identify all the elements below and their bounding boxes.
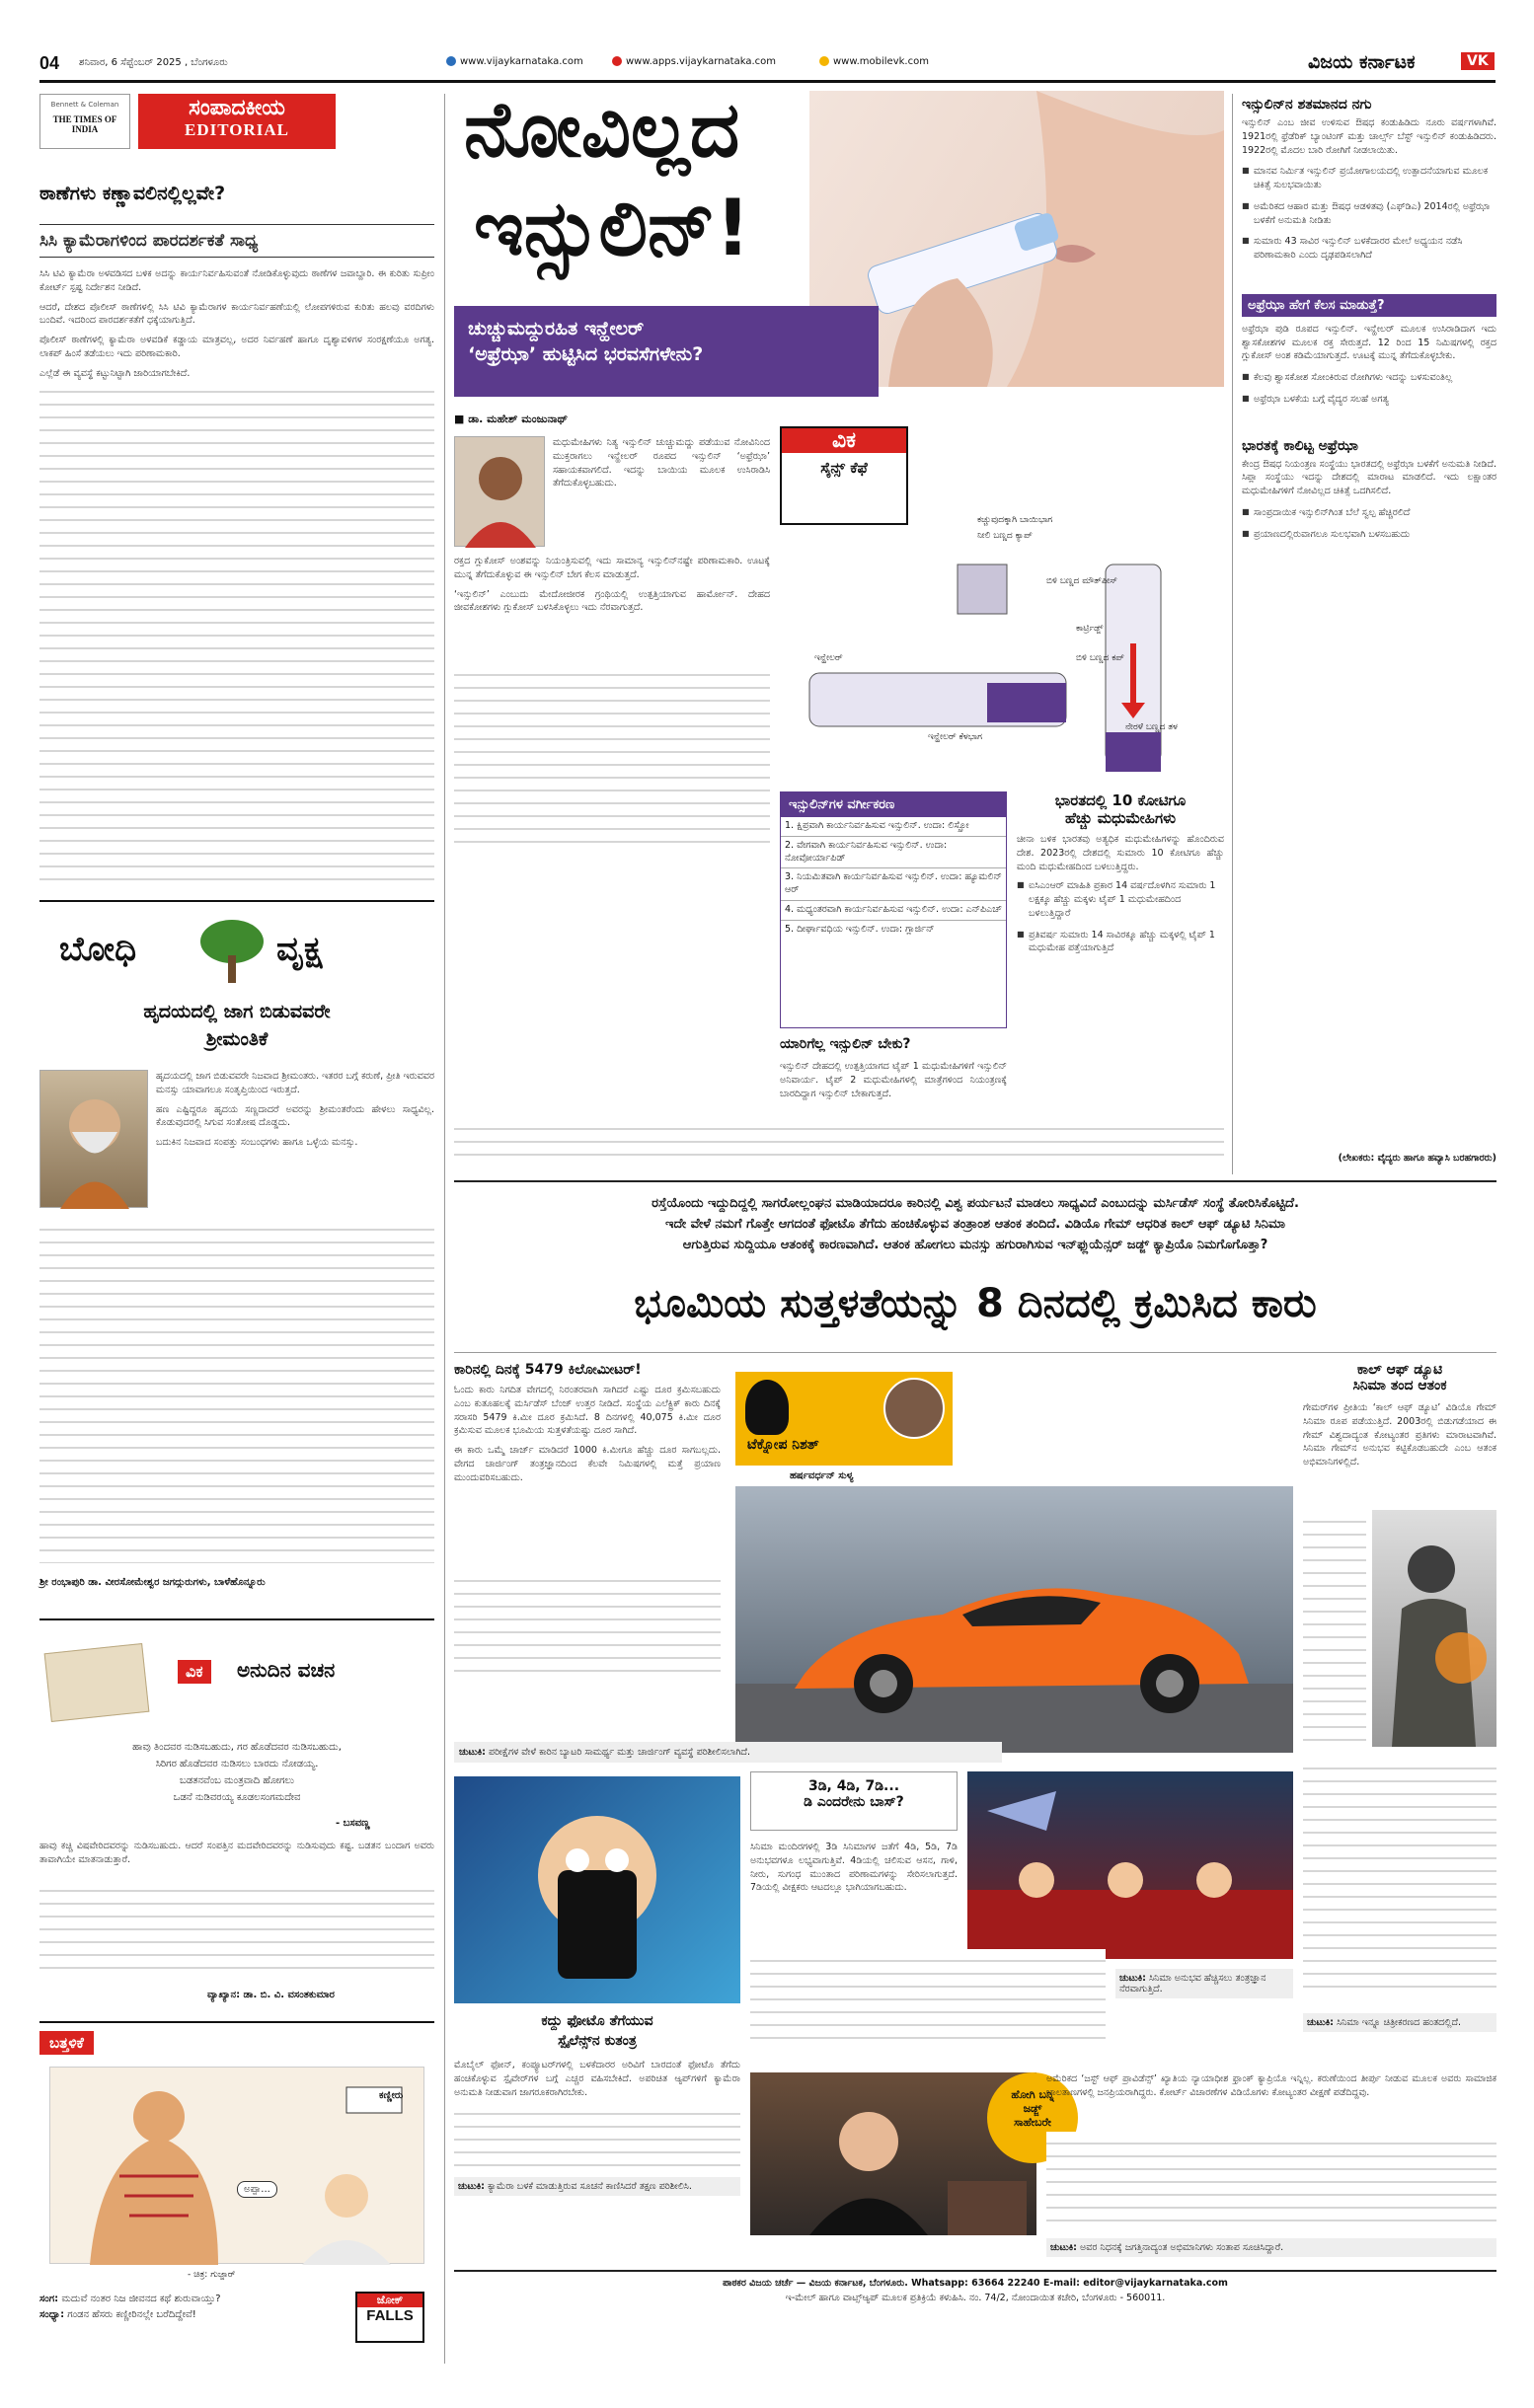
text-lines-placeholder <box>750 1949 1106 2048</box>
who-needs-body: ಇನ್ಸುಲಿನ್ ದೇಹದಲ್ಲಿ ಉತ್ಪತ್ತಿಯಾಗದ ಟೈಪ್ 1 ಮಧುಮೇಹಿಗಳಿಗೆ ಇನ್ಸುಲಿನ್ ಅನಿವಾರ್ಯ. ಟೈಪ್ 2 ಮಧುಮೇಹಿಗಳಲ್ಲಿ ಮಾತ್ರೆಗಳಿಂದ ನಿಯಂತ್ರಣಕ್ಕೆ ಬಾರದಿದ್ದಾಗ ಇನ್ಸುಲಿನ್ ಬೇಕಾಗುತ್ತದೆ. <box>780 1061 1007 1099</box>
judge-story <box>750 2072 1496 2260</box>
car-subhead: ಕಾರಿನಲ್ಲಿ ದಿನಕ್ಕೆ 5479 ಕಿಲೋಮೀಟರ್! <box>454 1362 642 1378</box>
insulin-headline: ನೋವಿಲ್ಲದ <box>464 86 740 175</box>
editorial-para: ಆದರೆ, ದೇಶದ ಪೊಲೀಸ್ ಠಾಣೆಗಳಲ್ಲಿ ಸಿಸಿ ಟಿವಿ ಕ್ಯಾಮೆರಾಗಳ ಕಾರ್ಯನಿರ್ವಹಣೆಯಲ್ಲಿ ಲೋಪಗಳಿರುವ ಕುರಿತು ಹಲವು ವರದಿಗಳು ಬಂದಿವೆ. ಇದರಿಂದ ಪಾರದರ್ಶಕತೆಗೆ ಧಕ್ಕೆಯಾಗುತ್ತಿದೆ. <box>39 301 434 327</box>
note-key: ಚುಟುಕಿ: <box>459 1747 486 1758</box>
cartoon-illustration <box>49 2067 424 2264</box>
vachana-line: ಒಡನೆ ನುಡಿವರಯ್ಯ ಕೂಡಲಸಂಗಮದೇವ <box>173 1792 301 1803</box>
diagram-label: ಬಿಳಿ ಬಣ್ಣದ ಮೌತ್‌ಪೀಸ್ <box>1046 576 1117 586</box>
cod-headline-2: ಸಿನಿಮಾ ತಂದ ಆತಂಕ <box>1352 1378 1447 1393</box>
editorial-para: ಪೊಲೀಸ್ ಠಾಣೆಗಳಲ್ಲಿ ಕ್ಯಾಮೆರಾ ಅಳವಡಿಕೆ ಕಡ್ಡಾಯ ಮಾತ್ರವಲ್ಲ, ಅದರ ನಿರ್ವಹಣೆ ಹಾಗೂ ದೃಶ್ಯಾವಳಿಗಳ ಸಂರಕ್ಷಣೆಯೂ ಅಗತ್ಯ. ಲಾಕಪ್ ಹಿಂಸೆ ತಡೆಯಲು ಇದು ಪರಿಣಾಮಕಾರಿ. <box>39 335 434 359</box>
editorial-section <box>39 94 434 893</box>
vachana-line: ಬಡತನವೆಂಬ ಮಂತ್ರವಾದಿ ಹೋಗಲು <box>179 1775 295 1786</box>
paper-icon <box>44 1643 150 1722</box>
cinema-photo <box>967 1771 1293 1959</box>
author-avatar <box>883 1378 945 1439</box>
note-text: ಸಿನಿಮಾ ಅನುಭವ ಹೆಚ್ಚಿಸಲು ತಂತ್ರಜ್ಞಾನ ನೆರವಾಗುತ್ತಿದೆ. <box>1119 1973 1266 1994</box>
classification-row: 5. ದೀರ್ಘಾವಧಿಯ ಇನ್ಸುಲಿನ್. ಉದಾ: ಗ್ಲಾರ್ಜಿನ್ <box>785 923 935 935</box>
three-d-headline-2: ಡಿ ಎಂದರೇನು ಬಾಸ್? <box>804 1794 904 1810</box>
sidebar-bullet: ■ ಅಮೆರಿಕದ ಆಹಾರ ಮತ್ತು ಔಷಧ ಆಡಳಿತವು (ಎಫ್‌ಡಿಎ) 2014ರಲ್ಲಿ ಅಫ್ರೆಝಾ ಬಳಕೆಗೆ ಅನುಮತಿ ನೀಡಿತು <box>1242 200 1496 228</box>
editorial-headline: ಠಾಣೆಗಳು ಕಣ್ಣಾವಲಿನಲ್ಲಿಲ್ಲವೇ? <box>39 183 226 204</box>
date-line: ಶನಿವಾರ, 6 ಸೆಪ್ಟೆಂಬರ್ 2025 , ಬೆಂಗಳೂರು <box>79 57 228 68</box>
note-key: ಚುಟುಕಿ: <box>1050 2242 1077 2253</box>
bodhi-word: ಬೋಧಿ <box>59 930 137 969</box>
tech-nishat-badge <box>735 1372 953 1466</box>
classification-title: ಇನ್ಸುಲಿನ್‌ಗಳ ವರ್ಗೀಕರಣ <box>781 792 1006 817</box>
joke-label: ಜೋಕ್ <box>357 2294 422 2307</box>
bodhi-section <box>39 900 434 1611</box>
text-lines-placeholder <box>454 1569 721 1678</box>
insulin-feature <box>454 86 1224 1176</box>
column-divider <box>1232 94 1233 1174</box>
cod-para: ಗೇಮರ್‌ಗಳ ಪ್ರೀತಿಯ ‘ಕಾಲ್ ಆಫ್ ಡ್ಯೂಟಿ’ ವಿಡಿಯೊ ಗೇಮ್ ಸಿನಿಮಾ ರೂಪ ಪಡೆಯುತ್ತಿದೆ. 2003ರಲ್ಲಿ ಬಿಡುಗಡೆಯಾದ ಈ ಗೇಮ್ ವಿಶ್ವದಾದ್ಯಂತ ಕೋಟ್ಯಂತರ ಪ್ರತಿಗಳು ಮಾರಾಟವಾಗಿವೆ. ಸಿನಿಮಾ ಗೇಮ್‌ನ ಅನುಭವ ಕಟ್ಟಿಕೊಡಬಹುದೇ ಎಂಬ ಆತಂಕ ಅಭಿಮಾನಿಗಳಲ್ಲಿದೆ. <box>1303 1402 1496 1468</box>
india-bullet: ■ ಪ್ರತಿವರ್ಷ ಸುಮಾರು 14 ಸಾವಿರಕ್ಕೂ ಹೆಚ್ಚು ಮಕ್ಕಳಲ್ಲಿ ಟೈಪ್ 1 ಮಧುಮೇಹ ಪತ್ತೆಯಾಗುತ್ತಿದೆ <box>1017 929 1224 956</box>
spy-story <box>454 1776 740 2211</box>
sidebar-heading: ಅಫ್ರೆಝಾ ಹೇಗೆ ಕೆಲಸ ಮಾಡುತ್ತೆ? <box>1242 294 1496 317</box>
three-d-para: ಸಿನಿಮಾ ಮಂದಿರಗಳಲ್ಲಿ 3ಡಿ ಸಿನಿಮಾಗಳ ಜತೆಗೆ 4ಡಿ, 5ಡಿ, 7ಡಿ ಅನುಭವಗಳೂ ಲಭ್ಯವಾಗುತ್ತಿವೆ. 4ಡಿಯಲ್ಲಿ ಚಲಿಸುವ ಆಸನ, ಗಾಳಿ, ನೀರು, ಸುಗಂಧ ಮುಂತಾದ ಪರಿಣಾಮಗಳನ್ನು ಸೇರಿಸಲಾಗುತ್ತದೆ. 7ಡಿಯಲ್ಲಿ ವೀಕ್ಷಕರು ಆಟದಲ್ಲೂ ಭಾಗಿಯಾಗಬಹುದು. <box>750 1842 958 1894</box>
vriksha-word: ವೃಕ್ಷ <box>276 930 323 969</box>
sidebar-para: ಕೇಂದ್ರ ಔಷಧ ನಿಯಂತ್ರಣ ಸಂಸ್ಥೆಯು ಭಾರತದಲ್ಲಿ ಅಫ್ರೆಝಾ ಬಳಕೆಗೆ ಅನುಮತಿ ನೀಡಿದೆ. ಸಿಪ್ಲಾ ಸಂಸ್ಥೆಯು ಇದನ್ನು ದೇಶದಲ್ಲಿ ಮಾರಾಟ ಮಾಡಲಿದೆ. ಇದು ಲಕ್ಷಾಂತರ ಮಧುಮೇಹಿಗಳಿಗೆ ನೋವಿಲ್ಲದ ಚಿಕಿತ್ಸೆ ಒದಗಿಸಲಿದೆ. <box>1242 458 1496 497</box>
globe-icon <box>446 56 456 66</box>
author-photo <box>454 436 545 547</box>
column-divider <box>444 94 445 2364</box>
mobile-icon <box>819 56 829 66</box>
author-credit: (ಲೇಖಕರು: ವೈದ್ಯರು ಹಾಗೂ ಹವ್ಯಾಸಿ ಬರಹಗಾರರು) <box>1338 1153 1496 1164</box>
classification-row: 1. ಕ್ಷಿಪ್ರವಾಗಿ ಕಾರ್ಯನಿರ್ವಹಿಸುವ ಇನ್ಸುಲಿನ್. ಉದಾ: ಲಿಸ್ಪ್ರೋ <box>781 817 1006 837</box>
vika-science-badge <box>780 426 908 525</box>
brand-badge: VK <box>1461 52 1495 70</box>
classification-box <box>780 791 1007 1028</box>
car-para: ಈ ಕಾರು ಒಮ್ಮೆ ಚಾರ್ಜ್ ಮಾಡಿದರೆ 1000 ಕಿ.ಮೀಗೂ ಹೆಚ್ಚು ದೂರ ಸಾಗಬಲ್ಲದು. ವೇಗದ ಚಾರ್ಜಿಂಗ್ ತಂತ್ರಜ್ಞಾನದಿಂದ ಕೆಲವೇ ನಿಮಿಷಗಳಲ್ಲಿ ಮತ್ತೆ ಪ್ರಯಾಣ ಮುಂದುವರಿಸಬಹುದು. <box>454 1445 721 1483</box>
note-text: ಕ್ಯಾಮೆರಾ ಬಳಕೆ ಮಾಡುತ್ತಿರುವ ಸೂಚನೆ ಕಾಣಿಸಿದರೆ ತಕ್ಷಣ ಪರಿಶೀಲಿಸಿ. <box>488 2181 692 2192</box>
diagram-label: ಬಿಳಿ ಬಣ್ಣದ ಕಪ್ <box>1076 653 1124 663</box>
vachana-badge: ವಿಕ <box>178 1660 211 1684</box>
bodhi-headline: ಹೃದಯದಲ್ಲಿ ಜಾಗ ಬಿಡುವವರೇ <box>143 1001 331 1022</box>
tree-icon <box>197 916 267 985</box>
brand-name: ವಿಜಯ ಕರ್ನಾಟಕ <box>1308 51 1416 73</box>
editorial-body <box>39 267 434 380</box>
india-bullet: ■ ಐಸಿಎಂಆರ್ ಮಾಹಿತಿ ಪ್ರಕಾರ 14 ವರ್ಷದೊಳಗಿನ ಸುಮಾರು 1 ಲಕ್ಷಕ್ಕೂ ಹೆಚ್ಚು ಮಕ್ಕಳು ಟೈಪ್ 1 ಮಧುಮೇಹದಿಂದ ಬಳಲುತ್ತಿದ್ದಾರೆ <box>1017 879 1224 920</box>
cartoon-artist: - ಚಿತ್ರ: ಗುಜ್ಜಾರ್ <box>188 2270 236 2280</box>
apps-icon <box>612 56 622 66</box>
note-text: ಪರೀಕ್ಷೆಗಳ ವೇಳೆ ಕಾರಿನ ಬ್ಯಾಟರಿ ಸಾಮರ್ಥ್ಯ ಮತ್ತು ಚಾರ್ಜಿಂಗ್ ವ್ಯವಸ್ಥೆ ಪರಿಶೀಲಿಸಲಾಗಿದೆ. <box>489 1747 751 1758</box>
vachana-line: ಸಿರಿಗರ ಹೊಡೆದವರ ನುಡಿಸಲು ಬಾರದು ನೋಡಯ್ಯ. <box>155 1759 319 1769</box>
editorial-tag-en: EDITORIAL <box>185 120 289 139</box>
apps-link[interactable]: www.apps.vijaykarnataka.com <box>626 56 777 67</box>
footer-line: ಪಾಠಕರ ವಿಜಯ ಚರ್ಚೆ — ವಿಜಯ ಕರ್ನಾಟಕ, ಬೆಂಗಳೂರು. Whatsapp: 63664 22240 E-mail: editor@vijaykarnataka.com <box>723 2278 1228 2289</box>
sidebar-heading: ಇನ್ಸುಲಿನ್‌ನ ಶತಮಾನದ ನಗು <box>1242 97 1372 113</box>
cartoon-bubble: ಅಪ್ಪಾ... <box>237 2181 277 2198</box>
sidebar-bullet: ■ ಸಾಂಪ್ರದಾಯಿಕ ಇನ್ಸುಲಿನ್‌ಗಿಂತ ಬೆಲೆ ಸ್ವಲ್ಪ ಹೆಚ್ಚಿರಲಿದೆ <box>1242 506 1496 520</box>
spy-para: ಮೊಬೈಲ್ ಫೋನ್, ಕಂಪ್ಯೂಟರ್‌ಗಳಲ್ಲಿ ಬಳಕೆದಾರರ ಅರಿವಿಗೆ ಬಾರದಂತೆ ಫೋಟೊ ತೆಗೆದು ಹಂಚಿಕೊಳ್ಳುವ ಸ್ಪೈವೇರ್‌ಗಳ ಬಗ್ಗೆ ಎಚ್ಚರ ವಹಿಸಬೇಕಿದೆ. ಅಪರಿಚಿತ ಆ್ಯಪ್‌ಗಳಿಗೆ ಕ್ಯಾಮೆರಾ ಅನುಮತಿ ನೀಡುವಾಗ ಜಾಗರೂಕರಾಗಿರಬೇಕು. <box>454 2060 740 2098</box>
falls-label: FALLS <box>366 2307 414 2324</box>
car-photo <box>735 1486 1293 1753</box>
cartoon-caption <box>39 2292 326 2323</box>
vachana-author: - ಬಸವಣ್ಣ <box>336 1818 370 1829</box>
india-title: ಭಾರತದಲ್ಲಿ 10 ಕೋಟಿಗೂ <box>1054 791 1187 809</box>
footer <box>454 2276 1496 2305</box>
section-divider <box>454 1352 1496 1353</box>
note-key: ಚುಟುಕಿ: <box>458 2181 485 2192</box>
cartoon-section <box>39 2021 434 2367</box>
text-lines-placeholder <box>39 1879 434 1978</box>
badge-line: ಜಡ್ಜ್ <box>1023 2102 1042 2115</box>
insulin-body-2 <box>454 555 770 615</box>
india-title-2: ಹೆಚ್ಚು ಮಧುಮೇಹಿಗಳು <box>1065 809 1176 827</box>
kicker-line: ಇದೇ ವೇಳೆ ನಮಗೆ ಗೊತ್ತೇ ಆಗದಂತೆ ಫೋಟೊ ತೆಗೆದು ಹಂಚಿಕೊಳ್ಳುವ ತಂತ್ರಾಂಶ ಆತಂಕ ತಂದಿದೆ. ವಿಡಿಯೊ ಗೇಮ್ ಆಧರಿತ ಕಾಲ್ ಆಫ್ ಡ್ಯೂಟಿ ಸಿನಿಮಾ <box>665 1216 1285 1232</box>
sidebar-bullet: ■ ಕೆಲವು ಶ್ವಾಸಕೋಶ ಸೋಂಕಿರುವ ರೋಗಿಗಳು ಇದನ್ನು ಬಳಸುವಂತಿಲ್ಲ <box>1242 371 1496 385</box>
badge-line: ಸಾಹೇಬರೇ <box>1014 2116 1051 2129</box>
insulin-subhead-box <box>454 306 879 397</box>
classification-row: 3. ನಿಯಮಿತವಾಗಿ ಕಾರ್ಯನಿರ್ವಹಿಸುವ ಇನ್ಸುಲಿನ್. ಉದಾ: ಹ್ಯೂಮಲಿನ್ ಆರ್ <box>781 868 1006 901</box>
insulin-para: ರಕ್ತದ ಗ್ಲುಕೋಸ್ ಅಂಶವನ್ನು ನಿಯಂತ್ರಿಸುವಲ್ಲಿ ಇದು ಸಾಮಾನ್ಯ ಇನ್ಸುಲಿನ್‌ನಷ್ಟೇ ಪರಿಣಾಮಕಾರಿ. ಊಟಕ್ಕೆ ಮುನ್ನ ತೆಗೆದುಕೊಳ್ಳುವ ಈ ಇನ್ಸುಲಿನ್ ಬೇಗ ಕೆಲಸ ಮಾಡುತ್ತದೆ. <box>454 556 770 580</box>
footer-line: ಇ-ಮೇಲ್ ಹಾಗೂ ವಾಟ್ಸ್ಆ್ಯಪ್ ಮೂಲಕ ಪ್ರತಿಕ್ರಿಯೆ ಕಳುಹಿಸಿ. ನಂ. 74/2, ನೋಂದಾಯಿತ ಕಚೇರಿ, ಬೆಂಗಳೂರು - 560011. <box>785 2293 1166 2304</box>
vachana-para: ಹಾವು ಕಚ್ಚಿ ವಿಷವೇರಿದವರನ್ನು ನುಡಿಸಬಹುದು. ಆದರೆ ಸಂಪತ್ತಿನ ಮದವೇರಿದವರನ್ನು ನುಡಿಸುವುದು ಕಷ್ಟ. ಬಡತನ ಬಂದಾಗ ಅವರು ತಾವಾಗಿಯೇ ಮಾತನಾಡುತ್ತಾರೆ. <box>39 1841 434 1865</box>
vachana-line: ಹಾವು ತಿಂದವರ ನುಡಿಸಬಹುದು, ಗರ ಹೊಡೆದವರ ನುಡಿಸಬಹುದು, <box>132 1742 342 1753</box>
car-note <box>454 1742 1002 1763</box>
india-box <box>1017 791 1224 1166</box>
cod-note <box>1303 2013 1496 2032</box>
bodhi-para: ಹಣ ಎಷ್ಟಿದ್ದರೂ ಹೃದಯ ಸಣ್ಣದಾದರೆ ಅವರನ್ನು ಶ್ರೀಮಂತರೆಂದು ಹೇಳಲು ಸಾಧ್ಯವಿಲ್ಲ. ಕೊಡುವುದರಲ್ಲಿ ಸಿಗುವ ಸಂತೋಷ ದೊಡ್ಡದು. <box>156 1103 434 1129</box>
insulin-headline-2: ಇನ್ಸುಲಿನ್! <box>474 185 751 273</box>
sidebar-para: ಅಫ್ರೆಝಾ ಪುಡಿ ರೂಪದ ಇನ್ಸುಲಿನ್. ಇನ್ಹೇಲರ್ ಮೂಲಕ ಉಸಿರಾಡಿದಾಗ ಇದು ಶ್ವಾಸಕೋಶಗಳ ಮೂಲಕ ರಕ್ತ ಸೇರುತ್ತದೆ. 12 ರಿಂದ 15 ನಿಮಿಷಗಳಲ್ಲಿ ರಕ್ತದ ಗ್ಲುಕೋಸ್ ಅಂಶ ಕಡಿಮೆಯಾಗುತ್ತದೆ. ಊಟಕ್ಕೆ ಮುನ್ನ ತೆಗೆದುಕೊಳ್ಳಬೇಕು. <box>1242 323 1496 362</box>
spy-headline-2: ಸ್ಪೈಲೆನ್ಸ್‌ನ ಕುತಂತ್ರ <box>558 2033 637 2049</box>
spy-note <box>454 2177 740 2196</box>
editorial-para: ಸಿಸಿ ಟಿವಿ ಕ್ಯಾಮೆರಾ ಅಳವಡಿಸದ ಬಳಿಕ ಅದನ್ನು ಕಾರ್ಯನಿರ್ವಹಿಸುವಂತೆ ನೋಡಿಕೊಳ್ಳುವುದು ಠಾಣೆಗಳ ಜವಾಬ್ದಾರಿ. ಈ ಕುರಿತು ಸುಪ್ರೀಂ ಕೋರ್ಟ್ ಸ್ಪಷ್ಟ ನಿರ್ದೇಶನ ನೀಡಿದೆ. <box>39 268 434 293</box>
tech-author: ಹರ್ಷವರ್ಧನ್ ಸುಳ್ಯ <box>790 1470 854 1481</box>
diagram-label: ನೇರಳೆ ಬಣ್ಣದ ತಳ <box>1125 722 1178 732</box>
text-lines-placeholder <box>1303 1757 1496 1994</box>
india-para: ಚೀನಾ ಬಳಿಕ ಭಾರತವು ಅತ್ಯಧಿಕ ಮಧುಮೇಹಿಗಳನ್ನು ಹೊಂದಿರುವ ದೇಶ. 2023ರಲ್ಲಿ ದೇಶದಲ್ಲಿ ಸುಮಾರು 10 ಕೋಟಿಗೂ ಹೆಚ್ಚು ಮಂದಿ ಮಧುಮೇಹದಿಂದ ಬಳಲುತ್ತಿದ್ದರು. <box>1017 834 1224 872</box>
car-kicker <box>464 1194 1487 1255</box>
editorial-tag-kn: ಸಂಪಾದಕೀಯ <box>189 96 285 120</box>
sidebar-bullet: ■ ಸುಮಾರು 43 ಸಾವಿರ ಇನ್ಸುಲಿನ್ ಬಳಕೆದಾರರ ಮೇಲೆ ಅಧ್ಯಯನ ನಡೆಸಿ ಪರಿಣಾಮಕಾರಿ ಎಂದು ದೃಢಪಡಿಸಲಾಗಿದೆ <box>1242 235 1496 263</box>
editorial-para: ಎಲ್ಲೆಡೆ ಈ ವ್ಯವಸ್ಥೆ ಕಟ್ಟುನಿಟ್ಟಾಗಿ ಜಾರಿಯಾಗಬೇಕಿದೆ. <box>39 367 191 379</box>
insulin-subhead: ಚುಚ್ಚುಮದ್ದುರಹಿತ ಇನ್ಹೇಲರ್ <box>468 318 645 339</box>
website-link[interactable]: www.vijaykarnataka.com <box>460 56 583 67</box>
caption-text: ಮದುವೆ ನಂತರ ನಿಜ ಜೀವನದ ಕಥೆ ಶುರುವಾಯ್ತು? <box>61 2294 221 2304</box>
car-headline: ಭೂಮಿಯ ಸುತ್ತಳತೆಯನ್ನು 8 ದಿನದಲ್ಲಿ ಕ್ರಮಿಸಿದ ಕಾರು <box>634 1281 1317 1326</box>
footer-divider <box>454 2270 1496 2272</box>
sidebar-bullet: ■ ಅಫ್ರೆಝಾ ಬಳಕೆಯ ಬಗ್ಗೆ ವೈದ್ಯರ ಸಲಹೆ ಅಗತ್ಯ <box>1242 393 1496 407</box>
diagram-label: ಇನ್ಹೇಲರ್ ಕೆಳಭಾಗ <box>928 732 982 742</box>
cartoon-title: ಬತ್ತಳಿಕೆ <box>39 2031 94 2055</box>
editorial-tag <box>138 94 336 149</box>
bodhi-headline-2: ಶ್ರೀಮಂತಿಕೆ <box>205 1028 268 1050</box>
sidebar-para: ಇನ್ಸುಲಿನ್ ಎಂಬ ಜೀವ ಉಳಿಸುವ ಔಷಧ ಕಂಡುಹಿಡಿದು ನೂರು ವರ್ಷಗಳಾಗಿವೆ. 1921ರಲ್ಲಿ ಫ್ರೆಡೆರಿಕ್ ಬ್ಯಾಂಟಿಂಗ್ ಮತ್ತು ಚಾರ್ಲ್ಸ್ ಬೆಸ್ಟ್ ಇನ್ಸುಲಿನ್ ಕಂಡುಹಿಡಿದರು. 1922ರಲ್ಲಿ ಮೊದಲ ಬಾರಿ ರೋಗಿಗೆ ನೀಡಲಾಯಿತು. <box>1242 117 1496 156</box>
text-lines-placeholder <box>1303 1510 1366 1747</box>
toi-name: THE TIMES OF INDIA <box>52 114 117 134</box>
note-text: ಅವರ ನಿಧನಕ್ಕೆ ಜಗತ್ತಿನಾದ್ಯಂತ ಅಭಿಮಾನಿಗಳು ಸಂತಾಪ ಸೂಚಿಸಿದ್ದಾರೆ. <box>1080 2242 1284 2253</box>
bulb-icon <box>745 1380 789 1435</box>
section-divider <box>454 1180 1496 1182</box>
science-logo: ವಿಕ <box>782 428 906 453</box>
judge-note <box>1046 2238 1496 2257</box>
sidebar-bullet: ■ ಮಾನವ ನಿರ್ಮಿತ ಇನ್ಸುಲಿನ್ ಪ್ರಯೋಗಾಲಯದಲ್ಲಿ ಉತ್ಪಾದನೆಯಾಗುವ ಮೂಲಕ ಚಿಕಿತ್ಸೆ ಸುಲಭವಾಯಿತು <box>1242 165 1496 192</box>
note-key: ಚುಟುಕಿ: <box>1307 2017 1334 2028</box>
cod-headline: ಕಾಲ್ ಆಫ್ ಡ್ಯೂಟಿ <box>1356 1362 1443 1378</box>
three-d-note <box>1115 1969 1293 1998</box>
vachana-credit: ವ್ಯಾಖ್ಯಾನ: ಡಾ. ಬಿ. ವಿ. ವಸಂತಕುಮಾರ <box>207 1990 335 2000</box>
toi-top: Bennett & Coleman <box>50 101 119 109</box>
diagram-label: ನೀಲಿ ಬಣ್ಣದ ಕ್ಯಾಪ್ <box>977 531 1033 541</box>
top-bar <box>39 49 1496 83</box>
tech-logo: ಟೆಕ್ನೋಪ ನಿಶತ್ <box>747 1437 819 1453</box>
vachana-verse <box>39 1739 434 1806</box>
kicker-line: ರಸ್ತೆಯೊಂದು ಇದ್ದುದಿದ್ದಲ್ಲಿ ಸಾಗರೋಲ್ಲಂಘನ ಮಾಡಿಯಾದರೂ ಕಾರಿನಲ್ಲಿ ವಿಶ್ವ ಪರ್ಯಟನೆ ಮಾಡಲು ಸಾಧ್ಯವಿದೆ ಎಂಬುದನ್ನು ಮರ್ಸಿಡೆಸ್ ಸಂಸ್ಥೆ ತೋರಿಸಿಕೊಟ್ಟಿದೆ. <box>652 1196 1299 1211</box>
cartoon-sign: ಕಣ್ಣೀರು <box>379 2090 404 2101</box>
soldier-photo <box>1372 1510 1496 1747</box>
spy-headline: ಕದ್ದು ಫೋಟೊ ತೆಗೆಯುವ <box>541 2013 653 2029</box>
insulin-para: ‘ಇನ್ಸುಲಿನ್’ ಎಂಬುದು ಮೇದೋಜೀರಕ ಗ್ರಂಥಿಯಲ್ಲಿ ಉತ್ಪತ್ತಿಯಾಗುವ ಹಾರ್ಮೋನ್. ದೇಹದ ಜೀವಕೋಶಗಳು ಗ್ಲುಕೋಸ್ ಬಳಸಿಕೊಳ್ಳಲು ಇದು ನೆರವಾಗುತ್ತದೆ. <box>454 588 770 614</box>
car-para: ಓಂದು ಕಾರು ನಿಗದಿತ ವೇಗದಲ್ಲಿ ನಿರಂತರವಾಗಿ ಸಾಗಿದರೆ ಎಷ್ಟು ದೂರ ಕ್ರಮಿಸಬಹುದು ಎಂಬ ಕುತೂಹಲಕ್ಕೆ ಮರ್ಸಿಡೆಸ್ ಬೆಂಜ್ ಉತ್ತರ ನೀಡಿದೆ. ಸಂಸ್ಥೆಯ ಎಲೆಕ್ಟ್ರಿಕ್ ಕಾರು ದಿನಕ್ಕೆ ಸರಾಸರಿ 5479 ಕಿ.ಮೀ ದೂರ ಕ್ರಮಿಸಿದೆ. 8 ದಿನಗಳಲ್ಲಿ 40,075 ಕಿ.ಮೀ ದೂರ ಕ್ರಮಿಸುವ ಮೂಲಕ ಭೂಮಿಯ ಸುತ್ತಳತೆಯಷ್ಟು ದೂರ ಸಾಗಿದೆ. <box>454 1385 721 1437</box>
insulin-body <box>553 436 770 496</box>
science-sub: ಸೈನ್ಸ್ ಕೆಫೆ <box>820 459 868 477</box>
caption-text: ಗಂಡನ ಹೆಸರು ಕಣ್ಣೀರಿನಲ್ಲೇ ಬರೆದಿದ್ದೇವೆ! <box>67 2309 196 2320</box>
caption-speaker: ಸಂಧ್ಯಾ: <box>39 2309 65 2320</box>
diagram-label: ಕಚ್ಚುವುದಕ್ಕಾಗಿ ಬಾಯಿಭಾಗ <box>977 515 1053 525</box>
insulin-sidebar <box>1242 97 1496 1172</box>
editorial-subhead: ಸಿಸಿ ಕ್ಯಾಮೆರಾಗಳಿಂದ ಪಾರದರ್ಶಕತೆ ಸಾಧ್ಯ <box>39 224 434 258</box>
classification-row: 2. ವೇಗವಾಗಿ ಕಾರ್ಯನಿರ್ವಹಿಸುವ ಇನ್ಸುಲಿನ್. ಉದಾ: ನೋವೋರ್ಯಾಪಿಡ್ <box>781 837 1006 869</box>
text-lines-placeholder <box>39 380 434 883</box>
judge-para: ಅಮೆರಿಕದ ‘ಜಸ್ಟ್ ಆಫ್ ಪ್ರಾವಿಡೆನ್ಸ್’ ಖ್ಯಾತಿಯ ನ್ಯಾಯಾಧೀಶ ಫ್ರಾಂಕ್ ಕ್ಯಾಪ್ರಿಯೊ ಇನ್ನಿಲ್ಲ. ಕರುಣೆಯಿಂದ ತೀರ್ಪು ನೀಡುವ ಮೂಲಕ ಅವರು ಸಾಮಾಜಿಕ ಜಾಲತಾಣಗಳಲ್ಲಿ ಜನಪ್ರಿಯರಾಗಿದ್ದರು. ಕೋರ್ಟ್ ವಿಚಾರಣೆಗಳ ವಿಡಿಯೊಗಳು ಕೋಟ್ಯಂತರ ವೀಕ್ಷಣೆ ಪಡೆದಿದ್ದವು. <box>1046 2073 1496 2098</box>
sidebar-heading: ಭಾರತಕ್ಕೆ ಕಾಲಿಟ್ಟ ಅಫ್ರೆಝಾ <box>1242 437 1358 454</box>
bodhi-para: ಬದುಕಿನ ನಿಜವಾದ ಸಂಪತ್ತು ಸಂಬಂಧಗಳು ಹಾಗೂ ಒಳ್ಳೆಯ ಮನಸ್ಸು. <box>156 1137 358 1149</box>
insulin-byline: ■ ಡಾ. ಮಹೇಶ್ ಮಂಜುನಾಥ್ <box>454 413 569 425</box>
three-d-headline-box <box>750 1771 958 1831</box>
bodhi-body <box>156 1070 434 1150</box>
car-story <box>454 1362 721 1737</box>
cod-story <box>1303 1362 1496 2072</box>
note-text: ಸಿನಿಮಾ ಇನ್ನೂ ಚಿತ್ರೀಕರಣದ ಹಂತದಲ್ಲಿದೆ. <box>1337 2017 1462 2028</box>
text-lines-placeholder <box>454 2102 740 2171</box>
kicker-line: ಆಗುತ್ತಿರುವ ಸುದ್ದಿಯೂ ಆತಂಕಕ್ಕೆ ಕಾರಣವಾಗಿದೆ. ಆತಂಕ ಹೋಗಲು ಮನಸ್ಸು ಹಗುರಾಗಿಸುವ ಇನ್‌ಫ್ಲುಯೆನ್ಸರ್ ಜಡ್ಜ್ ಕ್ಯಾಪ್ರಿಯೊ ನಿಮಗೊಗೊತ್ತಾ? <box>682 1237 1268 1252</box>
bodhi-credit: ಶ್ರೀ ರಂಭಾಪುರಿ ಡಾ. ವೀರಸೋಮೇಶ್ವರ ಜಗದ್ಗುರುಗಳು, ಬಾಳೆಹೊನ್ನೂರು <box>39 1577 266 1588</box>
vachana-title: ಅನುದಿನ ವಚನ <box>237 1658 336 1682</box>
insulin-para: ಮಧುಮೇಹಿಗಳು ನಿತ್ಯ ಇನ್ಸುಲಿನ್ ಚುಚ್ಚುಮದ್ದು ಪಡೆಯುವ ನೋವಿನಿಂದ ಮುಕ್ತರಾಗಲು ಇನ್ಹೇಲರ್ ರೂಪದ ಇನ್ಸುಲಿನ್ ‘ಅಫ್ರೆಝಾ’ ಸಹಾಯಕವಾಗಲಿದೆ. ಇದನ್ನು ಬಾಯಿಯ ಮೂಲಕ ಉಸಿರಾಡಿಸಿ ತೆಗೆದುಕೊಳ್ಳಬಹುದು. <box>553 437 770 489</box>
text-lines-placeholder <box>454 1117 1224 1166</box>
diagram-label: ಇನ್ಹೇಲರ್ <box>814 653 843 663</box>
joke-falls-badge <box>355 2292 424 2343</box>
text-lines-placeholder <box>454 663 770 851</box>
badge-line: ಹೋಗಿ ಬನ್ನಿ <box>1011 2088 1054 2101</box>
classification-row: 4. ಮಧ್ಯಂತರವಾಗಿ ಕಾರ್ಯನಿರ್ವಹಿಸುವ ಇನ್ಸುಲಿನ್. ಉದಾ: ಎನ್‌ಪಿಎಚ್ <box>781 901 1006 921</box>
who-needs-title: ಯಾರಿಗೆಲ್ಲ ಇನ್ಸುಲಿನ್ ಬೇಕು? <box>780 1036 911 1052</box>
sidebar-bullet: ■ ಪ್ರಯಾಣದಲ್ಲಿರುವಾಗಲೂ ಸುಲಭವಾಗಿ ಬಳಸಬಹುದು <box>1242 528 1496 542</box>
spy-photo <box>454 1776 740 2003</box>
bodhi-para: ಹೃದಯದಲ್ಲಿ ಜಾಗ ಬಿಡುವವರೇ ನಿಜವಾದ ಶ್ರೀಮಂತರು. ಇತರರ ಬಗ್ಗೆ ಕರುಣೆ, ಪ್ರೀತಿ ಇರುವವರ ಮನಸ್ಸು ಯಾವಾಗಲೂ ಸಂತೃಪ್ತಿಯಿಂದ ಇರುತ್ತದೆ. <box>156 1071 434 1095</box>
three-d-story <box>750 1771 1293 2068</box>
text-lines-placeholder <box>39 1218 434 1563</box>
three-d-headline: 3ಡಿ, 4ಡಿ, 7ಡಿ... <box>807 1778 900 1794</box>
mobile-link[interactable]: www.mobilevk.com <box>833 56 929 67</box>
page-number: 04 <box>39 53 60 73</box>
bodhi-logo <box>59 916 415 985</box>
caption-speaker: ಸಂಗ: <box>39 2294 59 2304</box>
toi-logo <box>39 94 130 149</box>
insulin-subhead-2: ‘ಅಫ್ರೆಝಾ’ ಹುಟ್ಟಿಸಿದ ಭರವಸೆಗಳೇನು? <box>468 343 704 365</box>
text-lines-placeholder <box>1046 2132 1496 2230</box>
author-photo <box>39 1070 148 1208</box>
note-key: ಚುಟುಕಿ: <box>1119 1973 1146 1984</box>
vachana-section <box>39 1618 434 2013</box>
diagram-label: ಕಾರ್ಟ್ರಿಡ್ಜ್ <box>1076 624 1104 634</box>
